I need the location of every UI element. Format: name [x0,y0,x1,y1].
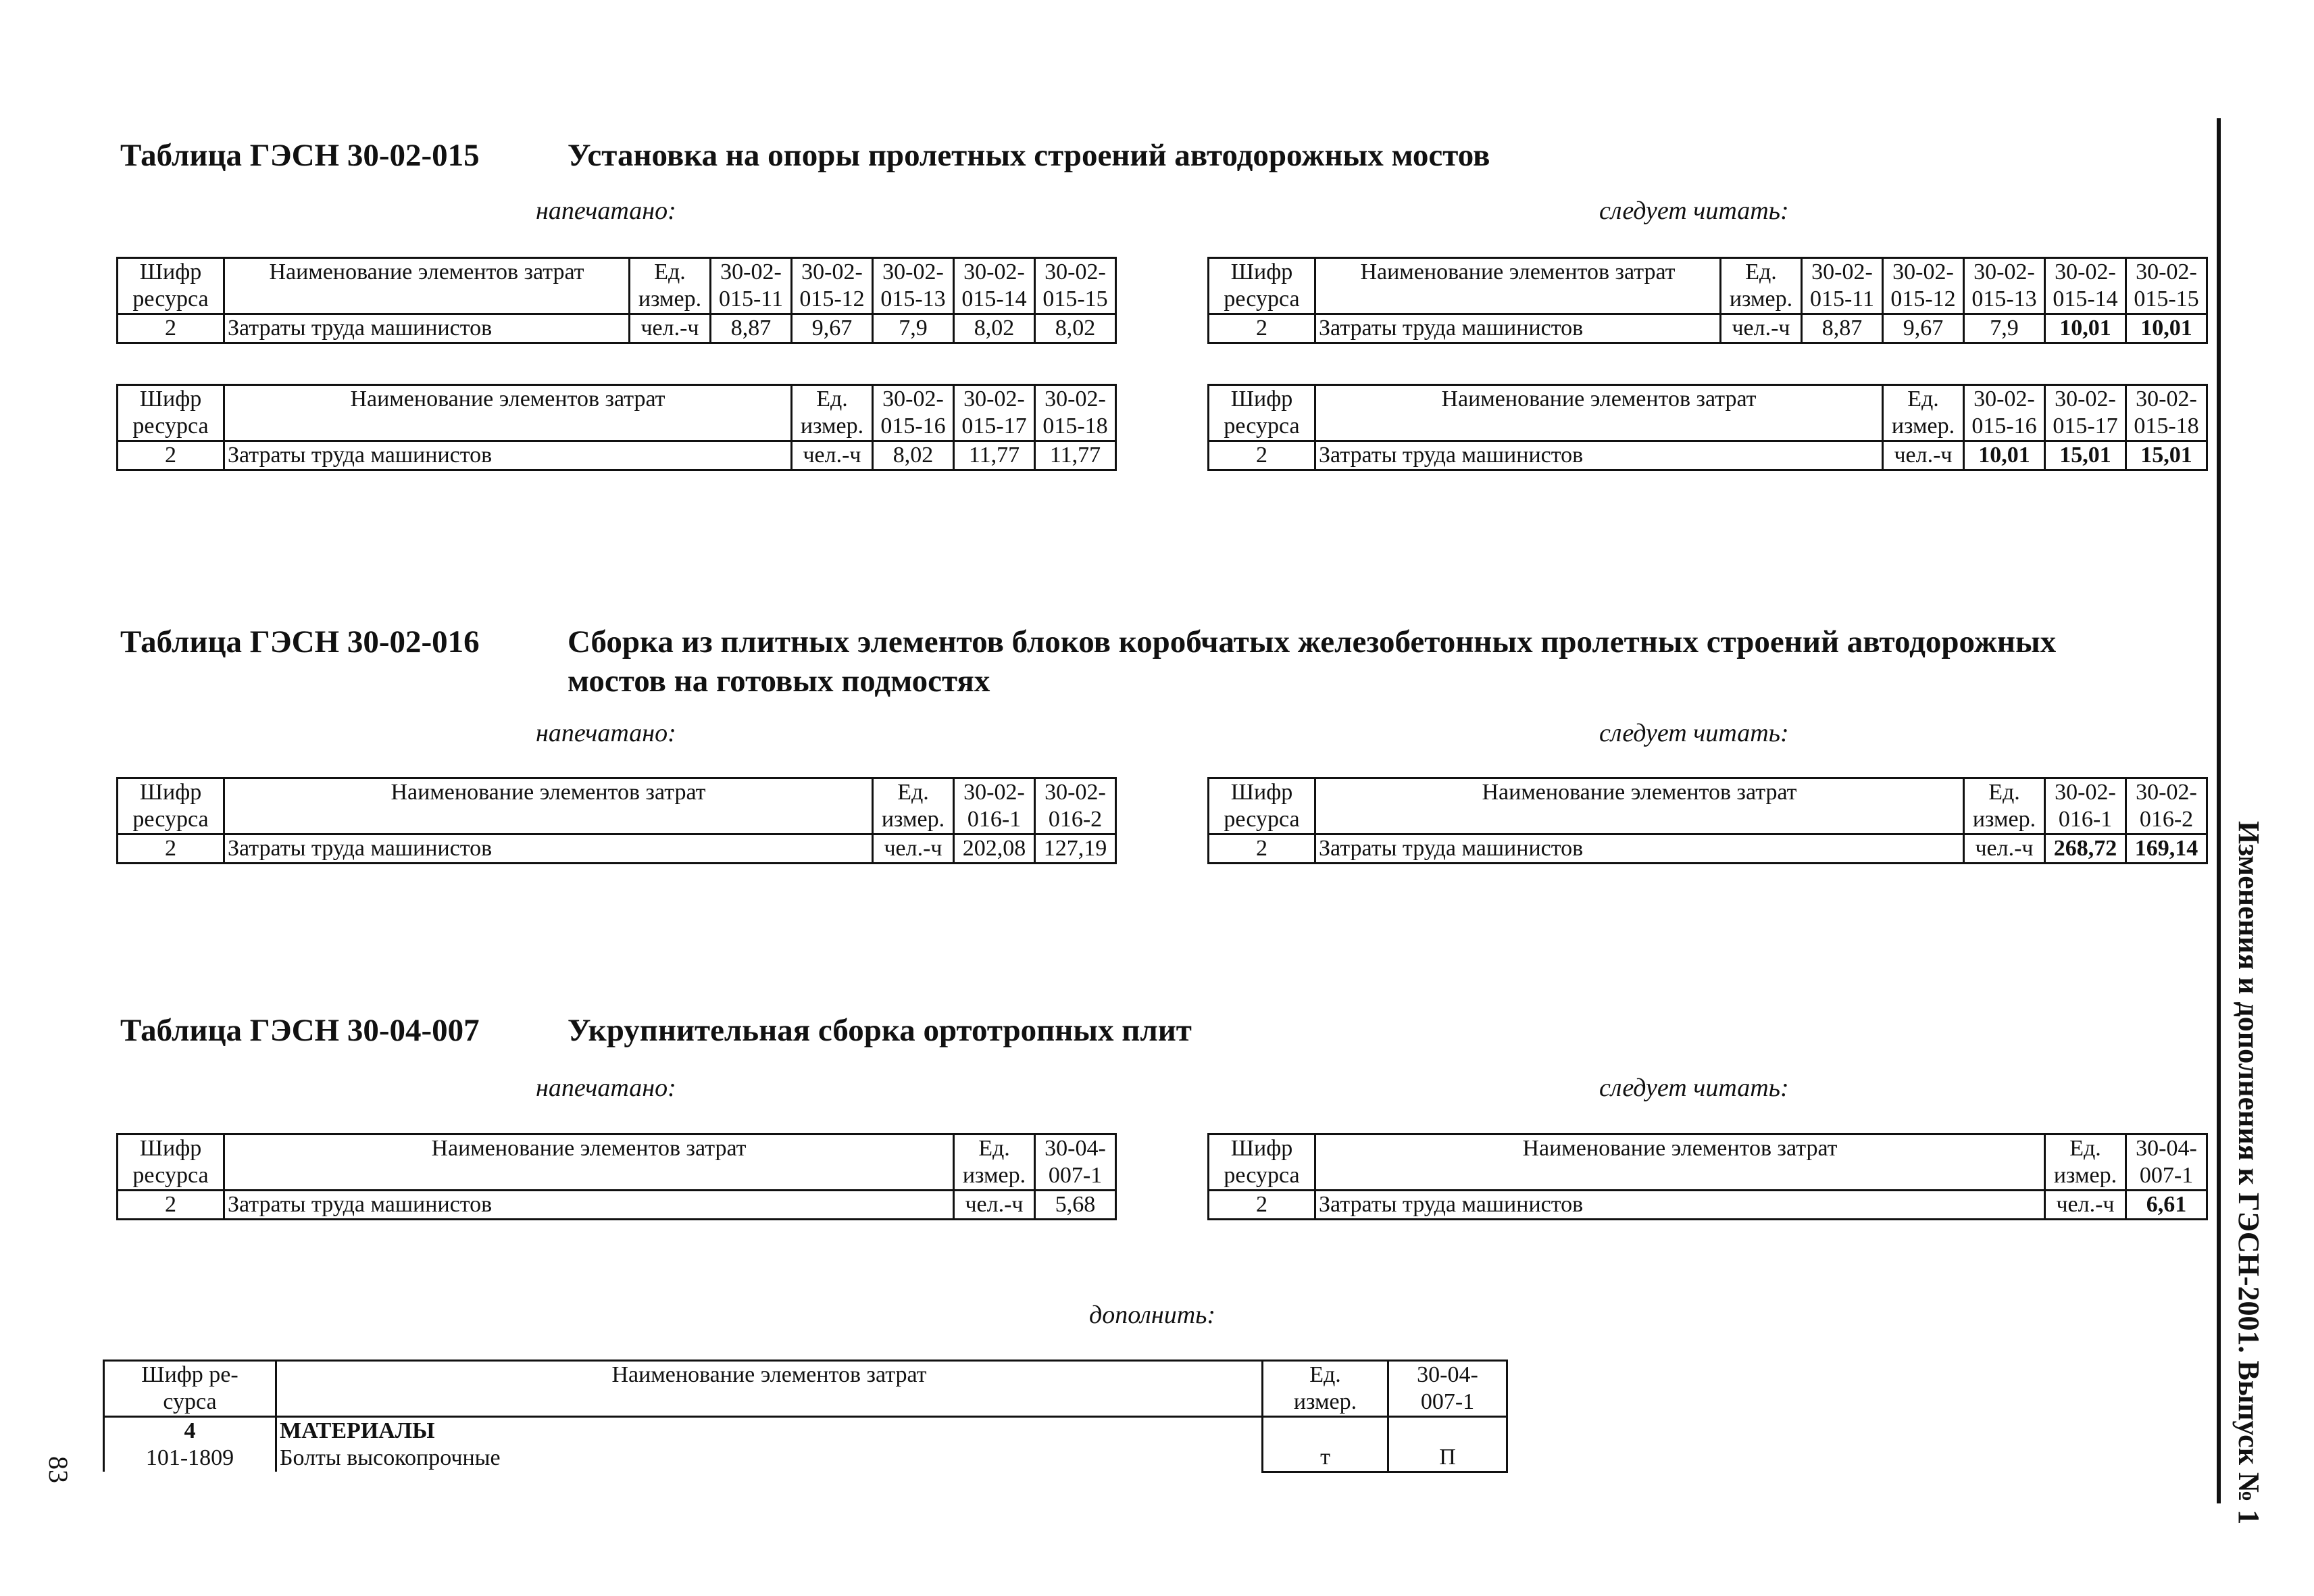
header-unit: Ед. измер. [792,385,873,441]
header-unit: Ед. измер. [1964,778,2045,834]
section2-title-line1: Сборка из плитных элементов блоков коробчатых железобетонных пролетных строений автодорожных [568,624,2057,659]
header-col: 30-02- 015-13 [1964,258,2045,314]
row-code: 2 [118,1191,224,1220]
header-name: Наименование элементов затрат [1315,258,1721,314]
header-name: Наименование элементов затрат [1315,1134,2045,1191]
row-value: 202,08 [954,834,1035,864]
section3-read-note: следует читать: [1599,1074,1789,1102]
section1-title: Установка на опоры пролетных строений автодорожных мостов [568,138,1490,173]
header-col: 30-02- 015-15 [1035,258,1116,314]
header-code: Шифр ресурса [118,1134,224,1191]
section3-printed-table [116,1133,1117,1220]
row-unit: чел.-ч [2045,1191,2126,1220]
row-value: 5,68 [1035,1191,1116,1220]
running-title: Изменения и дополнения к ГЭСН-2001. Выпуск № 1 [2232,821,2265,1525]
header-unit: Ед. измер. [2045,1134,2126,1191]
header-name: Наименование элементов затрат [1315,778,1964,834]
row-unit: чел.-ч [954,1191,1035,1220]
section1-read-table1 [1207,257,2208,344]
row-name: Затраты труда машинистов [1315,441,1883,470]
header-col: 30-02- 016-1 [954,778,1035,834]
header-code: Шифр ресурса [1209,385,1315,441]
row-code: 2 [1209,834,1315,864]
header-col: 30-02- 016-2 [1035,778,1116,834]
supplement-note: дополнить: [1089,1301,1216,1329]
row-unit: чел.-ч [873,834,954,864]
supplement-header-col: 30-04- 007-1 [1388,1361,1507,1417]
section3-read-table [1207,1133,2208,1220]
supplement-row-name: МАТЕРИАЛЫ Болты высокопрочные [276,1417,1263,1472]
supplement-table [103,1360,1508,1473]
header-name: Наименование элементов затрат [224,1134,954,1191]
header-unit: Ед. измер. [1883,385,1964,441]
header-col: 30-04- 007-1 [2126,1134,2207,1191]
row-value: 10,01 [2126,314,2207,343]
row-unit: чел.-ч [1883,441,1964,470]
header-col: 30-02- 015-13 [873,258,954,314]
header-name: Наименование элементов затрат [224,778,873,834]
row-name: Затраты труда машинистов [224,834,873,864]
row-value: 15,01 [2045,441,2126,470]
header-col: 30-02- 015-17 [2045,385,2126,441]
header-unit: Ед. измер. [873,778,954,834]
header-col: 30-02- 015-15 [2126,258,2207,314]
row-code: 2 [118,314,224,343]
header-col: 30-02- 015-14 [954,258,1035,314]
header-col: 30-04- 007-1 [1035,1134,1116,1191]
row-value: 9,67 [792,314,873,343]
header-col: 30-02- 015-16 [1964,385,2045,441]
supplement-row-value: П [1388,1417,1507,1472]
section1-printed-note: напечатано: [536,197,676,225]
section1-read-table2 [1207,384,2208,471]
header-col: 30-02- 016-2 [2126,778,2207,834]
page-number: 83 [43,1456,74,1483]
row-name: Затраты труда машинистов [224,441,792,470]
row-value: 8,02 [954,314,1035,343]
section2-read-note: следует читать: [1599,719,1789,747]
supplement-header-code: Шифр ре- сурса [104,1361,276,1417]
row-code: 2 [1209,314,1315,343]
section2-label: Таблица ГЭСН 30-02-016 [120,624,480,659]
row-code: 2 [1209,1191,1315,1220]
row-value: 7,9 [873,314,954,343]
row-value: 11,77 [954,441,1035,470]
row-unit: чел.-ч [1964,834,2045,864]
row-code: 2 [118,441,224,470]
row-value: 9,67 [1883,314,1964,343]
row-value: 15,01 [2126,441,2207,470]
header-code: Шифр ресурса [1209,1134,1315,1191]
header-col: 30-02- 015-18 [2126,385,2207,441]
row-value: 268,72 [2045,834,2126,864]
row-value: 8,87 [711,314,792,343]
margin-rule [2217,118,2221,1503]
supplement-row-code: 4 101-1809 [104,1417,276,1472]
row-name: Затраты труда машинистов [224,1191,954,1220]
row-value: 8,87 [1802,314,1883,343]
header-name: Наименование элементов затрат [1315,385,1883,441]
header-code: Шифр ресурса [118,778,224,834]
row-value: 169,14 [2126,834,2207,864]
section1-printed-table1 [116,257,1117,344]
row-name: Затраты труда машинистов [1315,834,1964,864]
row-value: 10,01 [1964,441,2045,470]
header-col: 30-02- 015-12 [1883,258,1964,314]
row-value: 127,19 [1035,834,1116,864]
header-col: 30-02- 015-16 [873,385,954,441]
header-code: Шифр ресурса [1209,258,1315,314]
section1-label: Таблица ГЭСН 30-02-015 [120,138,480,173]
section3-printed-note: напечатано: [536,1074,676,1102]
row-code: 2 [1209,441,1315,470]
row-code: 2 [118,834,224,864]
section1-read-note: следует читать: [1599,197,1789,225]
row-value: 7,9 [1964,314,2045,343]
row-value: 6,61 [2126,1191,2207,1220]
supplement-header-name: Наименование элементов затрат [276,1361,1263,1417]
section1-printed-table2 [116,384,1117,471]
section2-read-table [1207,777,2208,864]
row-unit: чел.-ч [792,441,873,470]
row-value: 8,02 [873,441,954,470]
header-unit: Ед. измер. [630,258,711,314]
row-name: Затраты труда машинистов [224,314,630,343]
supplement-row-unit: т [1263,1417,1388,1472]
row-unit: чел.-ч [630,314,711,343]
row-name: Затраты труда машинистов [1315,314,1721,343]
header-col: 30-02- 015-17 [954,385,1035,441]
header-col: 30-02- 015-11 [711,258,792,314]
header-code: Шифр ресурса [118,385,224,441]
row-value: 11,77 [1035,441,1116,470]
row-value: 10,01 [2045,314,2126,343]
section2-printed-table [116,777,1117,864]
section2-printed-note: напечатано: [536,719,676,747]
header-name: Наименование элементов затрат [224,385,792,441]
section3-title: Укрупнительная сборка ортотропных плит [568,1013,1192,1048]
row-name: Затраты труда машинистов [1315,1191,2045,1220]
row-value: 8,02 [1035,314,1116,343]
header-code: Шифр ресурса [118,258,224,314]
supplement-header-unit: Ед. измер. [1263,1361,1388,1417]
header-col: 30-02- 015-18 [1035,385,1116,441]
header-col: 30-02- 016-1 [2045,778,2126,834]
header-name: Наименование элементов затрат [224,258,630,314]
section2-title-line2: мостов на готовых подмостях [568,664,990,699]
section3-label: Таблица ГЭСН 30-04-007 [120,1013,480,1048]
header-col: 30-02- 015-14 [2045,258,2126,314]
row-unit: чел.-ч [1721,314,1802,343]
header-col: 30-02- 015-12 [792,258,873,314]
header-unit: Ед. измер. [1721,258,1802,314]
header-code: Шифр ресурса [1209,778,1315,834]
header-unit: Ед. измер. [954,1134,1035,1191]
header-col: 30-02- 015-11 [1802,258,1883,314]
